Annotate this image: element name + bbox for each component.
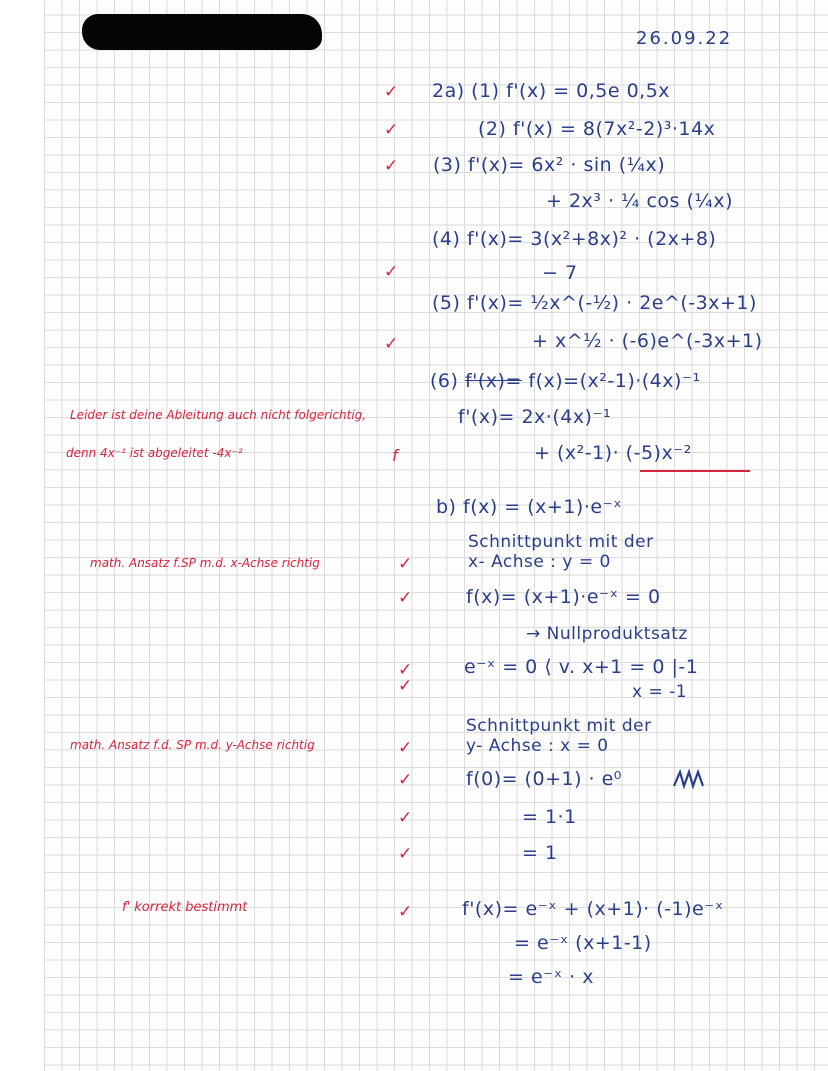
task-2b-line-1: b) f(x) = (x+1)·e⁻ˣ — [436, 496, 623, 518]
task-2b-line-7: x = -1 — [632, 682, 688, 702]
checkmark-icon: ✓ — [384, 120, 399, 140]
task-2a-line-11: + (x²-1)· (-5)x⁻² — [534, 442, 692, 464]
feedback-derivative-line-1: Leider ist deine Ableitung auch nicht folgerichtig, — [70, 408, 367, 422]
task-2b-line-5: → Nullproduktsatz — [526, 624, 688, 644]
task-2b-line-8: Schnittpunkt mit der — [466, 716, 652, 736]
task-2b-line-2: Schnittpunkt mit der — [468, 532, 654, 552]
error-underline — [640, 470, 750, 472]
task-2b-line-6: e⁻ˣ = 0 ⟨ v. x+1 = 0 |-1 — [464, 656, 699, 678]
task-2a-line-2: (2) f'(x) = 8(7x²-2)³·14x — [478, 118, 716, 140]
task-2b-line-9: y- Achse : x = 0 — [466, 736, 609, 756]
task-2a-line-6: − 7 — [542, 262, 578, 284]
checkmark-icon: ✓ — [384, 334, 399, 354]
checkmark-icon: ✓ — [384, 262, 399, 282]
task-2b-line-11: = 1·1 — [522, 806, 577, 828]
task-2b-line-13: f'(x)= e⁻ˣ + (x+1)· (-1)e⁻ˣ — [462, 898, 724, 920]
checkmark-icon: ✓ — [398, 770, 413, 790]
task-2b-line-3: x- Achse : y = 0 — [468, 552, 611, 572]
feedback-derivative-correct: f' korrekt bestimmt — [122, 900, 248, 915]
task-2a-line-3: (3) f'(x)= 6x² · sin (¼x) — [433, 154, 666, 176]
task-2a-line-10: f'(x)= 2x·(4x)⁻¹ — [458, 406, 612, 428]
date: 26.09.22 — [636, 28, 733, 49]
task-2a-line-9-struck: f'(x)= — [464, 370, 522, 392]
task-2b-line-15: = e⁻ˣ · x — [508, 966, 594, 988]
feedback-derivative-line-2: denn 4x⁻¹ ist abgeleitet -4x⁻² — [66, 446, 243, 460]
task-2b-line-4: f(x)= (x+1)·e⁻ˣ = 0 — [466, 586, 661, 608]
task-2a-line-9 — [430, 370, 701, 392]
task-2a-line-9-function: f(x)=(x²-1)·(4x)⁻¹ — [528, 370, 701, 392]
task-2a-line-9-number: (6) — [430, 370, 459, 392]
checkmark-icon: ✓ — [384, 82, 399, 102]
task-2b-line-12: = 1 — [522, 842, 558, 864]
crossed-out-scribble — [672, 768, 706, 790]
feedback-error-mark: f — [392, 446, 398, 465]
task-2b-line-14: = e⁻ˣ (x+1-1) — [514, 932, 652, 954]
task-2b-line-10: f(0)= (0+1) · e⁰ — [466, 768, 622, 790]
checkmark-icon: ✓ — [398, 588, 413, 608]
checkmark-icon: ✓ — [398, 902, 413, 922]
feedback-y-axis: math. Ansatz f.d. SP m.d. y-Achse richtig — [70, 738, 315, 752]
task-2a-line-1: 2a) (1) f'(x) = 0,5e 0,5x — [432, 80, 671, 102]
feedback-x-axis: math. Ansatz f.SP m.d. x-Achse richtig — [90, 556, 320, 570]
checkmark-icon: ✓ — [398, 660, 413, 680]
checkmark-icon: ✓ — [398, 738, 413, 758]
task-2a-line-4: + 2x³ · ¼ cos (¼x) — [546, 190, 733, 212]
checkmark-icon: ✓ — [398, 554, 413, 574]
checkmark-icon: ✓ — [384, 156, 399, 176]
task-2a-line-5: (4) f'(x)= 3(x²+8x)² · (2x+8) — [432, 228, 717, 250]
task-2a-line-8: + x^½ · (-6)e^(-3x+1) — [532, 330, 763, 352]
checkmark-icon: ✓ — [398, 808, 413, 828]
redacted-name — [82, 14, 322, 50]
checkmark-icon: ✓ — [398, 844, 413, 864]
checkmark-icon: ✓ — [398, 676, 413, 696]
task-2a-line-7: (5) f'(x)= ½x^(-½) · 2e^(-3x+1) — [432, 292, 757, 314]
